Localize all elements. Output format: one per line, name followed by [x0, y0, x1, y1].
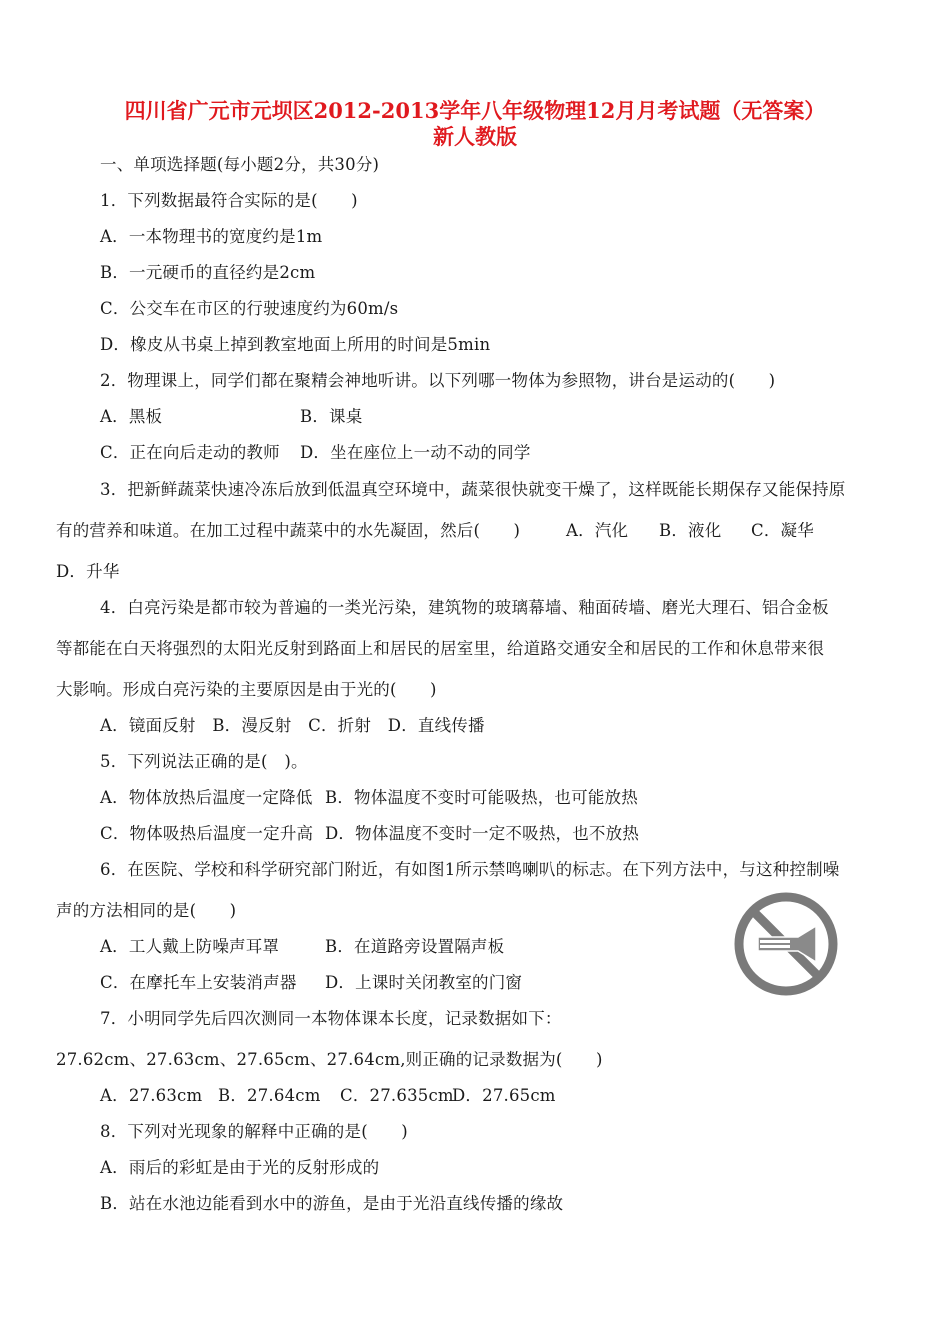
q6-option-c: C．在摩托车上安装消声器 — [100, 973, 297, 992]
q2-option-c: C．正在向后走动的教师 — [100, 443, 280, 462]
q8-option-b: B．站在水池边能看到水中的游鱼，是由于光沿直线传播的缘故 — [100, 1194, 564, 1213]
q3-option-c: C．凝华 — [751, 521, 814, 540]
q1-option-a: A．一本物理书的宽度约是1m — [100, 227, 323, 246]
q7-stem-line1: 7．小明同学先后四次测同一本物体课本长度，记录数据如下： — [100, 1009, 562, 1028]
q2-stem: 2．物理课上，同学们都在聚精会神地听讲。以下列哪一物体为参照物，讲台是运动的( ) — [100, 371, 776, 390]
q6-option-b: B．在道路旁设置隔声板 — [325, 937, 505, 956]
q7-option-c: C．27.635cm — [340, 1086, 454, 1105]
q3-option-a: A．汽化 — [566, 521, 629, 540]
q7-option-b: B．27.64cm — [218, 1086, 321, 1105]
q7-option-a: A．27.63cm — [100, 1086, 203, 1105]
document-subtitle: 新人教版 — [433, 124, 517, 149]
q4-options: A．镜面反射 B．漫反射 C．折射 D．直线传播 — [100, 716, 485, 735]
q4-stem-line1: 4．白亮污染是都市较为普遍的一类光污染，建筑物的玻璃幕墙、釉面砖墙、磨光大理石、铝合金板 — [100, 598, 829, 617]
q6-stem-line2: 声的方法相同的是( ) — [56, 901, 237, 920]
q2-option-b: B．课桌 — [300, 407, 363, 426]
section-heading: 一、单项选择题(每小题2分，共30分) — [100, 155, 380, 174]
q1-option-d: D．橡皮从书桌上掉到教室地面上所用的时间是5min — [100, 335, 491, 354]
q1-stem: 1．下列数据最符合实际的是( ) — [100, 191, 358, 210]
q6-stem-line1: 6．在医院、学校和科学研究部门附近，有如图1所示禁鸣喇叭的标志。在下列方法中，与这种控制噪 — [100, 860, 840, 879]
document-title: 四川省广元市元坝区2012-2013学年八年级物理12月月考试题（无答案） — [124, 98, 826, 123]
q3-option-b: B．液化 — [659, 521, 722, 540]
q4-stem-line2: 等都能在白天将强烈的太阳光反射到路面上和居民的居室里，给道路交通安全和居民的工作和休息带来很 — [56, 639, 825, 658]
q5-option-d: D．物体温度不变时一定不吸热，也不放热 — [325, 824, 640, 843]
q6-option-d: D．上课时关闭教室的门窗 — [325, 973, 523, 992]
q5-option-c: C．物体吸热后温度一定升高 — [100, 824, 314, 843]
q7-option-d: D．27.65cm — [452, 1086, 556, 1105]
q5-option-b: B．物体温度不变时可能吸热，也可能放热 — [325, 788, 638, 807]
q4-stem-line3: 大影响。形成白亮污染的主要原因是由于光的( ) — [56, 680, 437, 699]
q7-stem-line2: 27.62cm、27.63cm、27.65cm、27.64cm,则正确的记录数据为( ) — [56, 1050, 603, 1069]
q2-option-a: A．黑板 — [100, 407, 163, 426]
q5-stem: 5．下列说法正确的是( )。 — [100, 752, 308, 771]
q3-stem-line2: 有的营养和味道。在加工过程中蔬菜中的水先凝固，然后( ) — [56, 521, 521, 540]
q8-stem: 8．下列对光现象的解释中正确的是( ) — [100, 1122, 408, 1141]
q3-stem-line1: 3．把新鲜蔬菜快速冷冻后放到低温真空环境中，蔬菜很快就变干燥了，这样既能长期保存又能保持原 — [100, 480, 846, 499]
no-horn-sign-icon — [730, 888, 842, 1000]
q1-option-b: B．一元硬币的直径约是2cm — [100, 263, 316, 282]
q1-option-c: C．公交车在市区的行驶速度约为60m/s — [100, 299, 399, 318]
q6-option-a: A．工人戴上防噪声耳罩 — [100, 937, 280, 956]
q2-option-d: D．坐在座位上一动不动的同学 — [300, 443, 531, 462]
q5-option-a: A．物体放热后温度一定降低 — [100, 788, 313, 807]
q8-option-a: A．雨后的彩虹是由于光的反射形成的 — [100, 1158, 380, 1177]
q3-option-d: D．升华 — [56, 562, 120, 581]
